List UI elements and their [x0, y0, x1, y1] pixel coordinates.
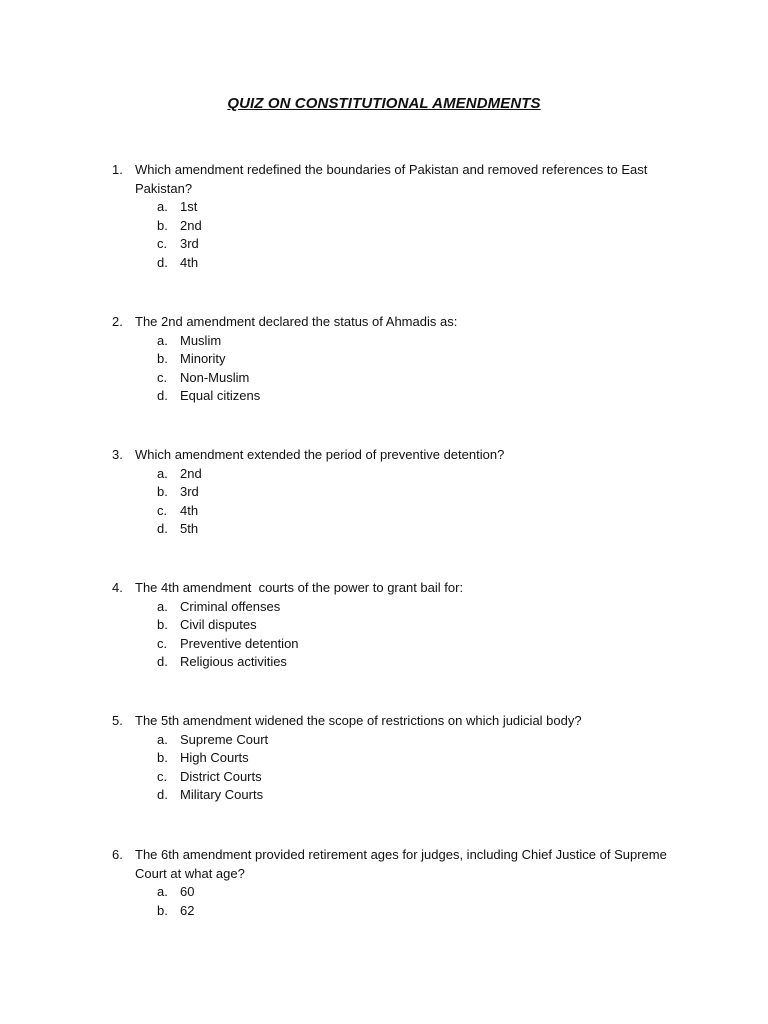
option-item: [112, 616, 672, 635]
option-item: [112, 635, 672, 654]
question-3: [112, 446, 672, 539]
option-letter: a.: [157, 465, 168, 481]
page-title: QUIZ ON CONSTITUTIONAL AMENDMENTS: [227, 95, 541, 112]
option-item: [112, 520, 672, 539]
option-letter: c.: [157, 768, 168, 784]
option-letter: b.: [157, 217, 168, 233]
option-letter: d.: [157, 388, 168, 404]
option-text: 2nd: [180, 465, 202, 481]
question-number: 1.: [112, 162, 123, 177]
option-letter: c.: [157, 502, 168, 518]
question-text: The 6th amendment provided retirement ages for judges, including Chief Justice of Supreme Court at what age?: [135, 847, 667, 881]
question-text: Which amendment extended the period of preventive detention?: [135, 447, 505, 462]
option-text: 5th: [180, 521, 199, 537]
option-item: [112, 217, 672, 236]
option-letter: a.: [157, 598, 168, 614]
option-letter: c.: [157, 369, 168, 385]
option-letter: b.: [157, 484, 168, 500]
option-item: [112, 235, 672, 254]
option-text: 2nd: [180, 217, 202, 233]
option-letter: c.: [157, 236, 168, 252]
option-item: [112, 465, 672, 484]
option-text: 4th: [180, 254, 199, 270]
question-text: The 2nd amendment declared the status of Ahmadis as:: [135, 314, 458, 329]
question-text: The 4th amendment courts of the power to grant bail for:: [135, 580, 464, 595]
option-text: 4th: [180, 502, 199, 518]
question-6: [112, 846, 672, 920]
option-letter: b.: [157, 902, 168, 918]
option-text: 60: [180, 884, 195, 900]
question-number: 6.: [112, 847, 123, 862]
option-letter: d.: [157, 787, 168, 803]
option-letter: d.: [157, 654, 168, 670]
option-text: Non-Muslim: [180, 369, 250, 385]
question-1: [112, 161, 672, 273]
option-item: [112, 653, 672, 672]
option-item: [112, 749, 672, 768]
option-item: [112, 731, 672, 750]
option-text: 3rd: [180, 484, 199, 500]
option-text: Minority: [180, 351, 226, 367]
option-letter: a.: [157, 332, 168, 348]
option-text: 62: [180, 902, 195, 918]
option-letter: b.: [157, 617, 168, 633]
option-letter: b.: [157, 750, 168, 766]
option-text: Equal citizens: [180, 388, 261, 404]
option-text: Military Courts: [180, 787, 264, 803]
option-item: [112, 598, 672, 617]
option-item: [112, 369, 672, 388]
question-4: [112, 579, 672, 672]
option-item: [112, 786, 672, 805]
question-2: [112, 313, 672, 406]
option-letter: a.: [157, 884, 168, 900]
option-text: Preventive detention: [180, 635, 299, 651]
option-item: [112, 332, 672, 351]
option-text: Supreme Court: [180, 731, 269, 747]
question-text: The 5th amendment widened the scope of restrictions on which judicial body?: [135, 713, 582, 728]
option-letter: d.: [157, 521, 168, 537]
option-item: [112, 483, 672, 502]
option-item: [112, 902, 672, 921]
option-text: District Courts: [180, 768, 262, 784]
option-list: [112, 598, 672, 672]
option-text: Criminal offenses: [180, 598, 281, 614]
question-text: Which amendment redefined the boundaries of Pakistan and removed references to East Pakistan?: [135, 162, 648, 196]
option-letter: d.: [157, 254, 168, 270]
option-list: [112, 332, 672, 406]
option-list: [112, 465, 672, 539]
option-item: [112, 768, 672, 787]
option-item: [112, 883, 672, 902]
option-item: [112, 387, 672, 406]
option-list: [112, 198, 672, 272]
question-number: 5.: [112, 713, 123, 728]
option-text: Muslim: [180, 332, 222, 348]
option-text: 3rd: [180, 236, 199, 252]
option-letter: a.: [157, 199, 168, 215]
option-letter: b.: [157, 351, 168, 367]
option-text: High Courts: [180, 750, 249, 766]
question-number: 3.: [112, 447, 123, 462]
option-item: [112, 350, 672, 369]
option-letter: a.: [157, 731, 168, 747]
option-text: Religious activities: [180, 654, 287, 670]
option-item: [112, 502, 672, 521]
option-letter: c.: [157, 635, 168, 651]
question-number: 2.: [112, 314, 123, 329]
option-list: [112, 883, 672, 920]
question-5: [112, 712, 672, 805]
option-text: 1st: [180, 199, 198, 215]
question-number: 4.: [112, 580, 123, 595]
option-text: Civil disputes: [180, 617, 257, 633]
option-item: [112, 254, 672, 273]
option-list: [112, 731, 672, 805]
option-item: [112, 198, 672, 217]
